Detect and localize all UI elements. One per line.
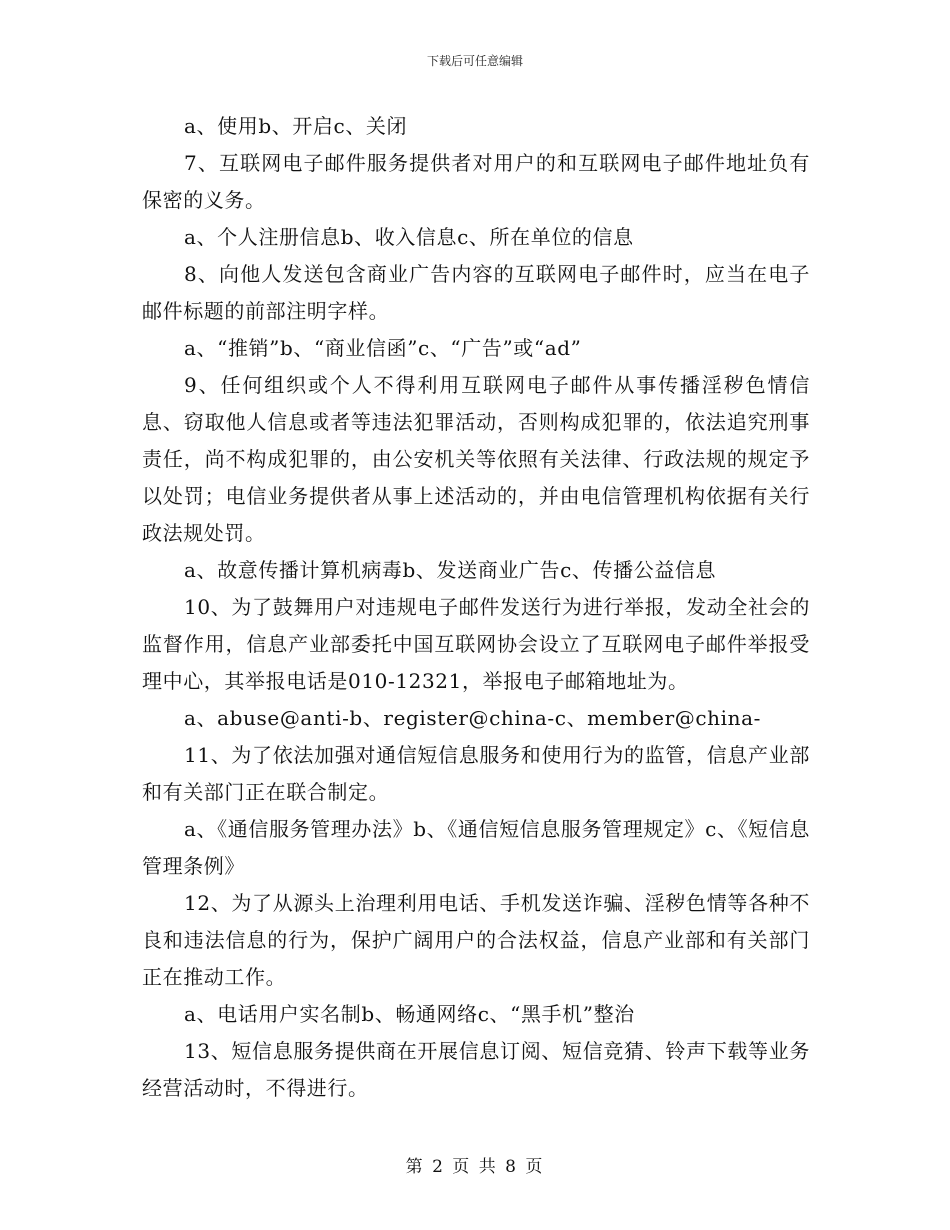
page-header: 下载后可任意编辑 [426, 54, 523, 68]
paragraph: a、电话用户实名制b、畅通网络c、“黑手机”整治 [184, 1002, 635, 1026]
paragraph: a、使用b、开启c、关闭 [184, 114, 408, 138]
paragraph: 13、短信息服务提供商在开展信息订阅、短信竞猜、铃声下载等业务经营活动时，不得进行。 [142, 1039, 810, 1100]
paragraph: a、《通信服务管理办法》b、《通信短信息服务管理规定》c、《短信息管理条例》 [142, 817, 810, 878]
paragraph: a、个人注册信息b、收入信息c、所在单位的信息 [184, 225, 634, 249]
paragraph: 8、向他人发送包含商业广告内容的互联网电子邮件时，应当在电子邮件标题的前部注明字样。 [142, 262, 810, 323]
paragraph: 12、为了从源头上治理利用电话、手机发送诈骗、淫秽色情等各种不良和违法信息的行为，保护广阔用户的合法权益，信息产业部和有关部门正在推动工作。 [142, 891, 810, 989]
paragraph: a、故意传播计算机病毒b、发送商业广告c、传播公益信息 [184, 558, 717, 582]
paragraph: 7、互联网电子邮件服务提供者对用户的和互联网电子邮件地址负有保密的义务。 [142, 151, 810, 212]
paragraph: a、abuse@anti-b、register@china-c、member@china- [184, 706, 761, 730]
page-number-footer: 第 2 页 共 8 页 [405, 1157, 545, 1177]
paragraph: a、“推销”b、“商业信函”c、“广告”或“ad” [184, 336, 582, 360]
paragraph: 9、任何组织或个人不得利用互联网电子邮件从事传播淫秽色情信息、窃取他人信息或者等违法犯罪活动，否则构成犯罪的，依法追究刑事责任，尚不构成犯罪的，由公安机关等依照有关法律、行政法规的规定予以处罚；电信业务提供者从事上述活动的，并由电信管理机构依据有关行政法规处罚。 [142, 373, 810, 545]
paragraph: 11、为了依法加强对通信短信息服务和使用行为的监管，信息产业部和有关部门正在联合制定。 [142, 743, 810, 804]
paragraph: 10、为了鼓舞用户对违规电子邮件发送行为进行举报，发动全社会的监督作用，信息产业部委托中国互联网协会设立了互联网电子邮件举报受理中心，其举报电话是010-12321，举报电子邮箱地址为。 [142, 595, 810, 693]
document-body [142, 108, 810, 1107]
